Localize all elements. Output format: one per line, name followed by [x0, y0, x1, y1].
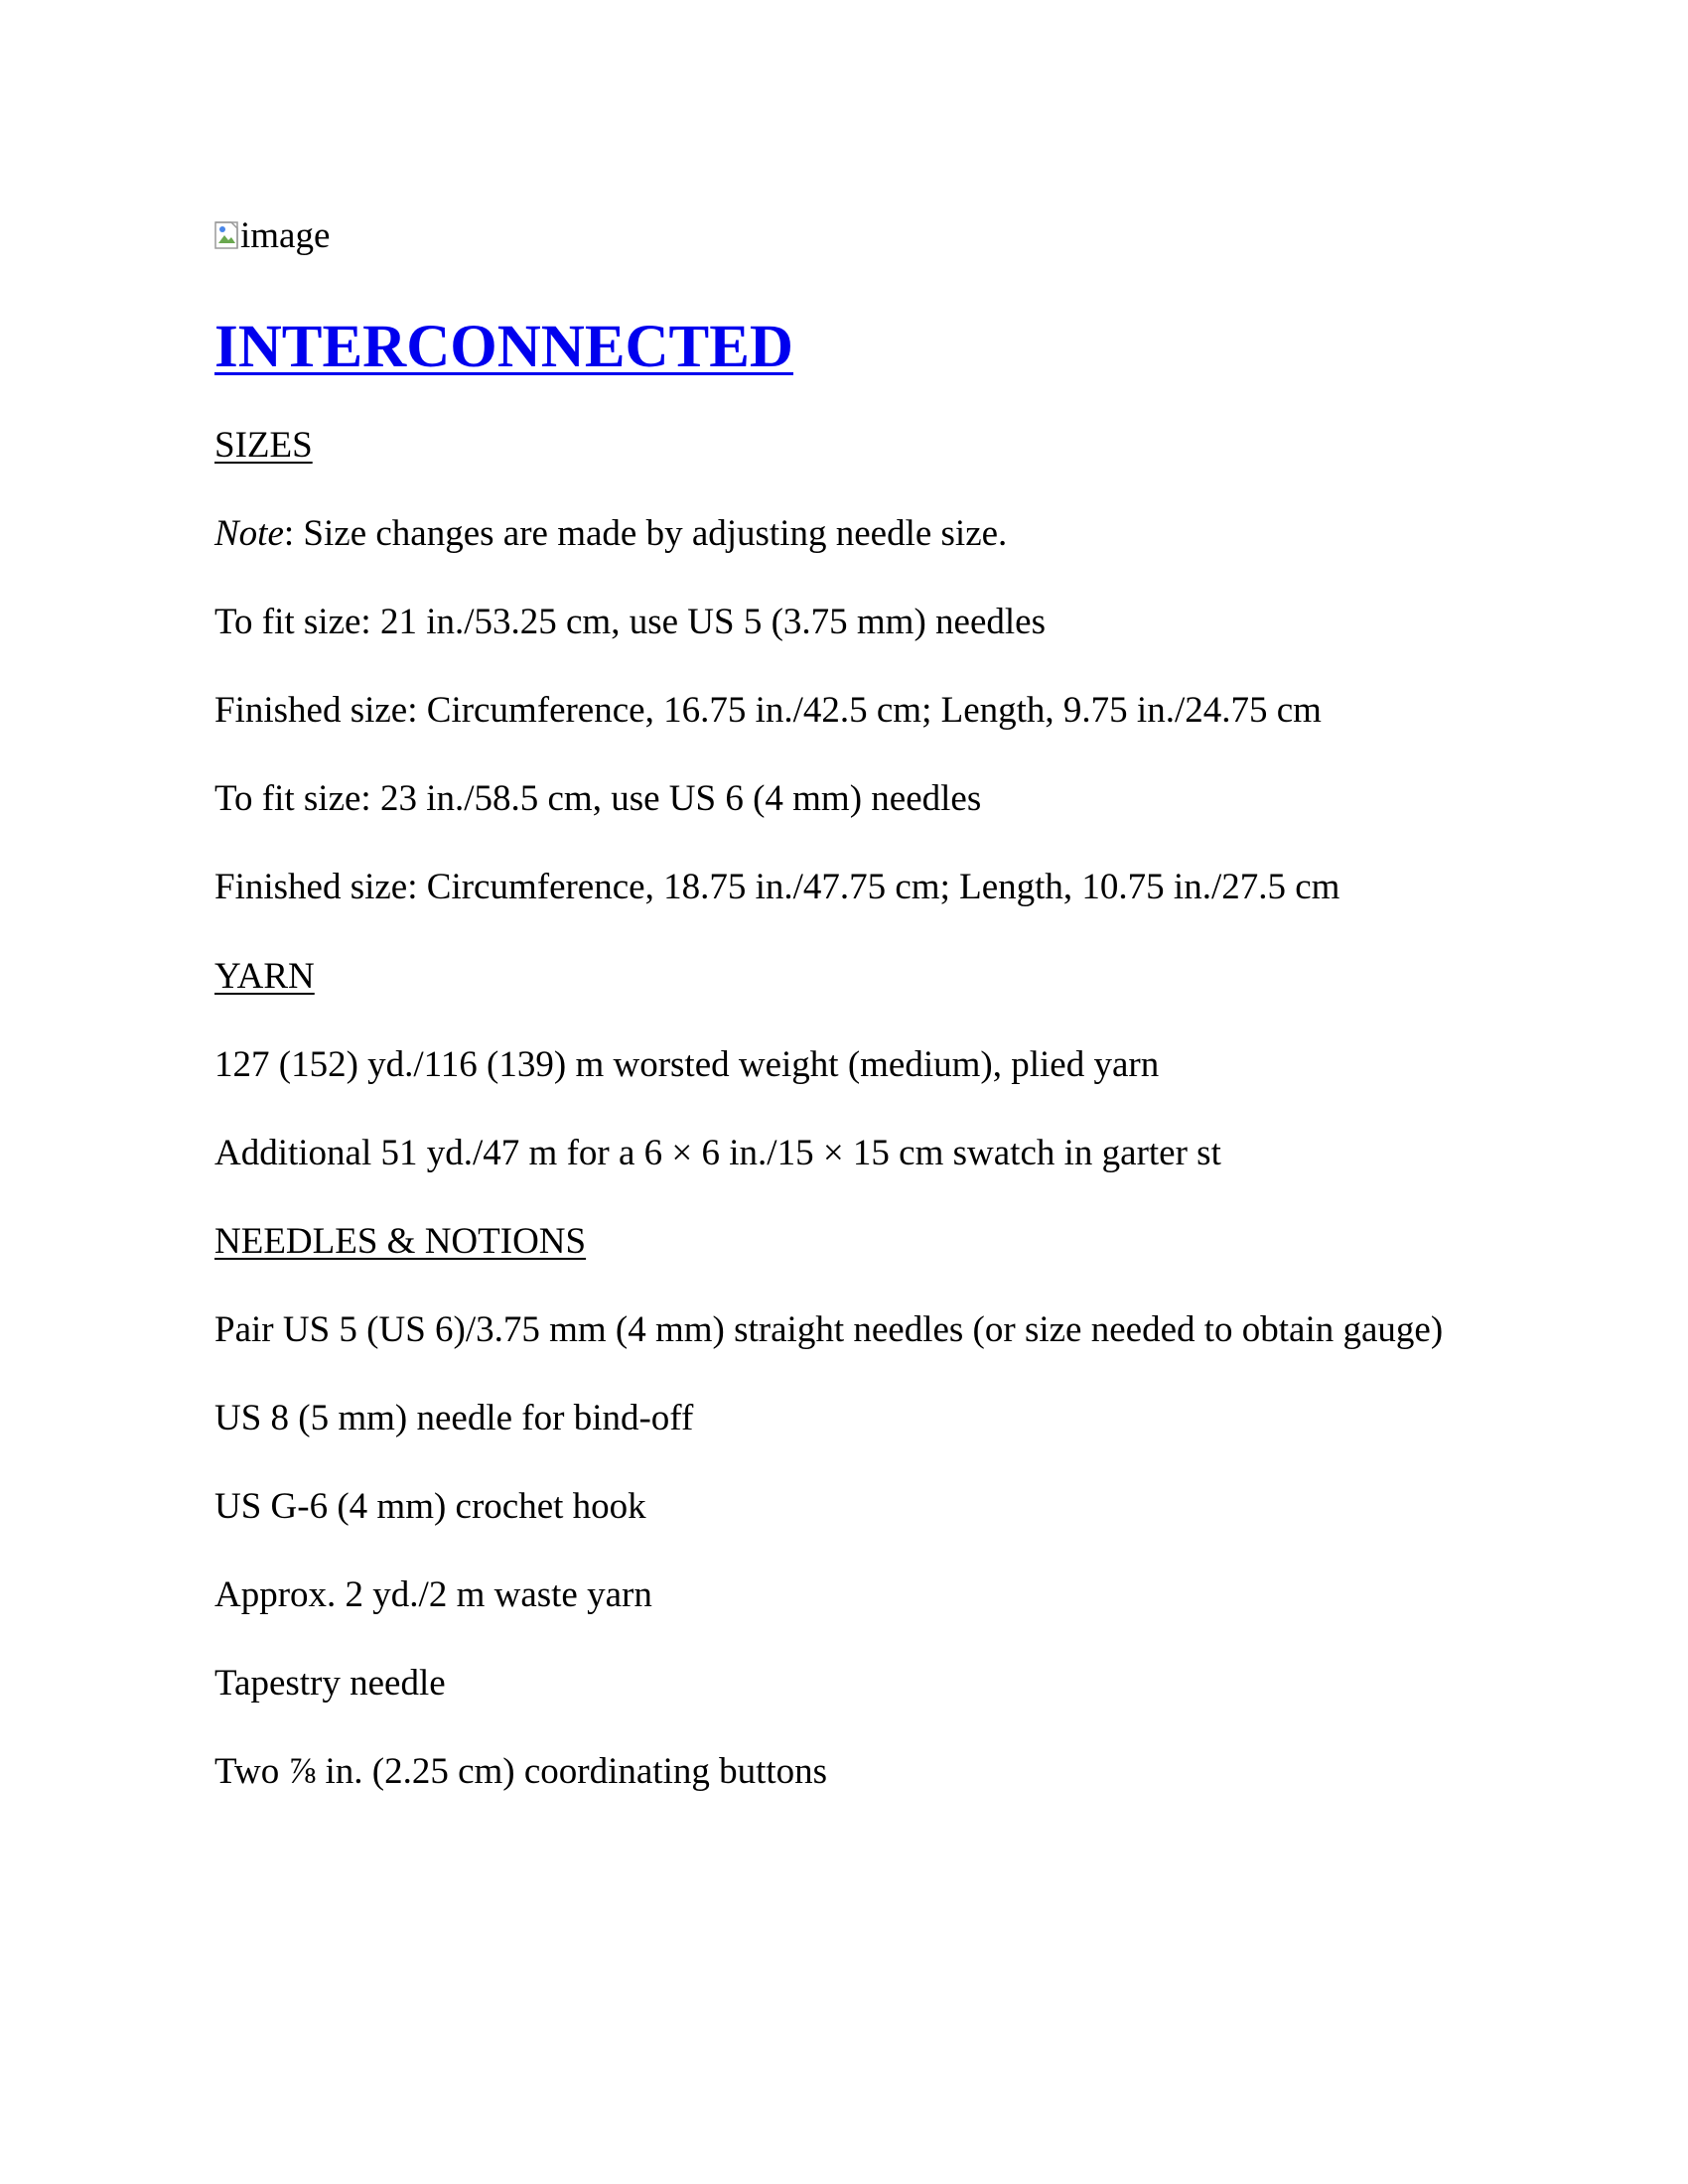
note-text: : Size changes are made by adjusting needle size.: [283, 513, 1008, 554]
notions-item: US 8 (5 mm) needle for bind-off: [214, 1398, 694, 1438]
finished-size-small: Finished size: Circumference, 16.75 in./42.5 cm; Length, 9.75 in./24.75 cm: [214, 690, 1322, 731]
notions-item: US G-6 (4 mm) crochet hook: [214, 1486, 646, 1527]
fit-size-large: To fit size: 23 in./58.5 cm, use US 6 (4 mm) needles: [214, 778, 982, 819]
sizes-heading: SIZES: [214, 425, 313, 466]
broken-image-alt: image: [240, 215, 331, 256]
finished-size-large: Finished size: Circumference, 18.75 in./47.75 cm; Length, 10.75 in./27.5 cm: [214, 867, 1340, 907]
fit-size-small: To fit size: 21 in./53.25 cm, use US 5 (3.75 mm) needles: [214, 602, 1046, 642]
notions-item: Tapestry needle: [214, 1663, 446, 1704]
needles-notions-heading: NEEDLES & NOTIONS: [214, 1221, 587, 1262]
yarn-additional: Additional 51 yd./47 m for a 6 × 6 in./15 × 15 cm swatch in garter st: [214, 1133, 1221, 1173]
notions-item: Two ⅞ in. (2.25 cm) coordinating buttons: [214, 1751, 828, 1792]
note-label: Note: [214, 513, 284, 554]
notions-item: Approx. 2 yd./2 m waste yarn: [214, 1574, 652, 1615]
broken-image: [214, 212, 1476, 260]
title-link[interactable]: INTERCONNECTED: [214, 314, 793, 380]
sizes-note: [214, 510, 1476, 558]
notions-item: Pair US 5 (US 6)/3.75 mm (4 mm) straight needles (or size needed to obtain gauge): [214, 1309, 1444, 1350]
broken-image-icon: [214, 221, 240, 251]
yarn-heading: YARN: [214, 956, 315, 997]
yarn-amount: 127 (152) yd./116 (139) m worsted weight (medium), plied yarn: [214, 1044, 1160, 1085]
title-block: [214, 310, 1476, 385]
document-page: [214, 212, 1476, 1796]
